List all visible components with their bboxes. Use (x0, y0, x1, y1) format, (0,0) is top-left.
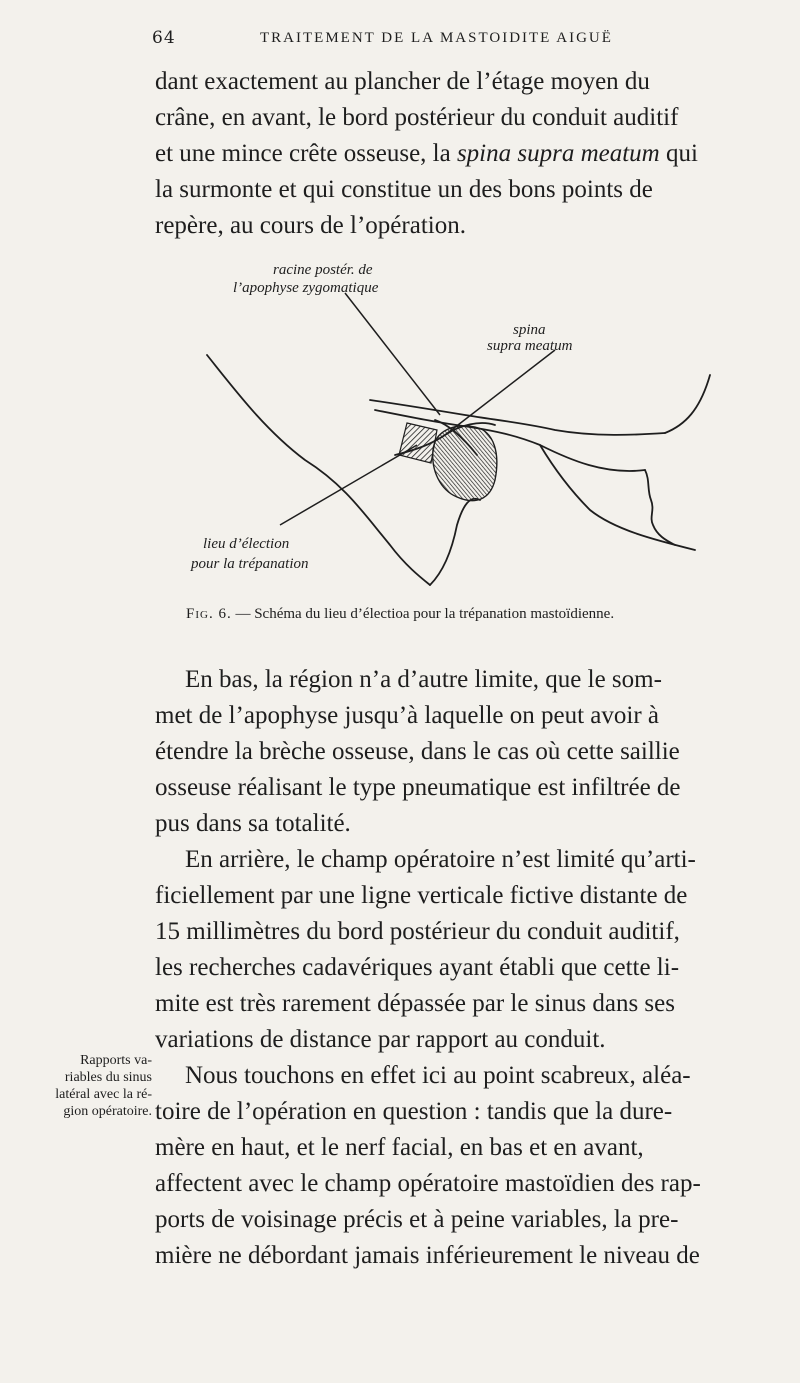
pointer-line-spina (445, 350, 555, 435)
text-line (155, 136, 765, 172)
text-line: 15 millimètres du bord postérieur du conduit auditif, (155, 918, 680, 945)
main-text (155, 662, 765, 1274)
text-segment: qui (659, 140, 698, 167)
text-line: met de l’apophyse jusqu’à laquelle on peut avoir à (155, 702, 660, 729)
text-line: mite est très rarement dépassée par le sinus dans ses (155, 990, 675, 1017)
text-line: dant exactement au plancher de l’étage moyen du (155, 68, 650, 95)
zygomatic-right-curve (665, 375, 710, 433)
text-line: la surmonte et qui constitue un des bons points de (155, 176, 653, 203)
text-line: ports de voisinage précis et à peine variables, la pre- (155, 1206, 679, 1233)
text-line: mière ne débordant jamais inférieurement le niveau de (155, 1242, 700, 1269)
caption-text: — Schéma du lieu d’électioa pour la trépanation mastoïdienne. (235, 606, 615, 622)
margin-note-line: gion opératoire. (63, 1104, 152, 1119)
text-line: repère, au cours de l’opération. (155, 212, 466, 239)
text-line: mère en haut, et le nerf facial, en bas et en avant, (155, 1134, 644, 1161)
auditory-canal (433, 426, 497, 501)
text-line: pus dans sa totalité. (155, 810, 351, 837)
text-line: ficiellement par une ligne verticale fictive distante de (155, 882, 688, 909)
italic-term: spina supra meatum (456, 140, 660, 167)
mastoid-tip-outline (430, 499, 480, 585)
label-spina-line1: spina (513, 322, 546, 338)
text-line: les recherches cadavériques ayant établi que cette li- (155, 954, 680, 981)
trepanation-site (399, 423, 437, 463)
label-spina-line2: supra meatum (487, 338, 573, 354)
skull-right-edge (645, 470, 675, 545)
text-line: affectent avec le champ opératoire mastoïdien des rap- (155, 1170, 701, 1197)
figure-number: Fig. 6. (186, 606, 232, 622)
text-line: toire de l’opération en question : tandis que la dure- (155, 1098, 673, 1125)
margin-note (20, 1052, 152, 1120)
figure-caption (186, 606, 776, 623)
anatomical-figure (191, 255, 765, 595)
text-line: Nous touchons en effet ici au point scabreux, aléa- (185, 1062, 691, 1089)
margin-note-line: latéral avec la ré- (55, 1087, 152, 1102)
text-line: étendre la brèche osseuse, dans le cas où cette saillie (155, 738, 680, 765)
running-head (150, 24, 770, 64)
top-paragraph (155, 64, 765, 244)
text-line: osseuse réalisant le type pneumatique est infiltrée de (155, 774, 681, 801)
chapter-title: TRAITEMENT DE LA MASTOIDITE AIGUË (260, 30, 613, 46)
margin-note-line: riables du sinus (64, 1070, 152, 1085)
text-line: variations de distance par rapport au conduit. (155, 1026, 606, 1053)
page-number: 64 (152, 28, 176, 48)
label-lieu-line2: pour la trépanation (191, 556, 309, 572)
text-line: En arrière, le champ opératoire n’est limité qu’arti- (185, 846, 696, 873)
text-line: crâne, en avant, le bord postérieur du conduit auditif (155, 104, 679, 131)
text-segment: et une mince crête osseuse, la (155, 140, 457, 167)
label-apophyse-line1: racine postér. de (273, 262, 373, 278)
label-apophyse-line2: l’apophyse zygomatique (233, 280, 379, 296)
text-line: En bas, la région n’a d’autre limite, que le som- (185, 666, 662, 693)
pointer-line-apophyse (345, 293, 440, 415)
margin-note-line: Rapports va- (80, 1053, 152, 1068)
mastoid-right-outline (540, 445, 695, 550)
label-lieu-line1: lieu d’élection (203, 536, 290, 552)
